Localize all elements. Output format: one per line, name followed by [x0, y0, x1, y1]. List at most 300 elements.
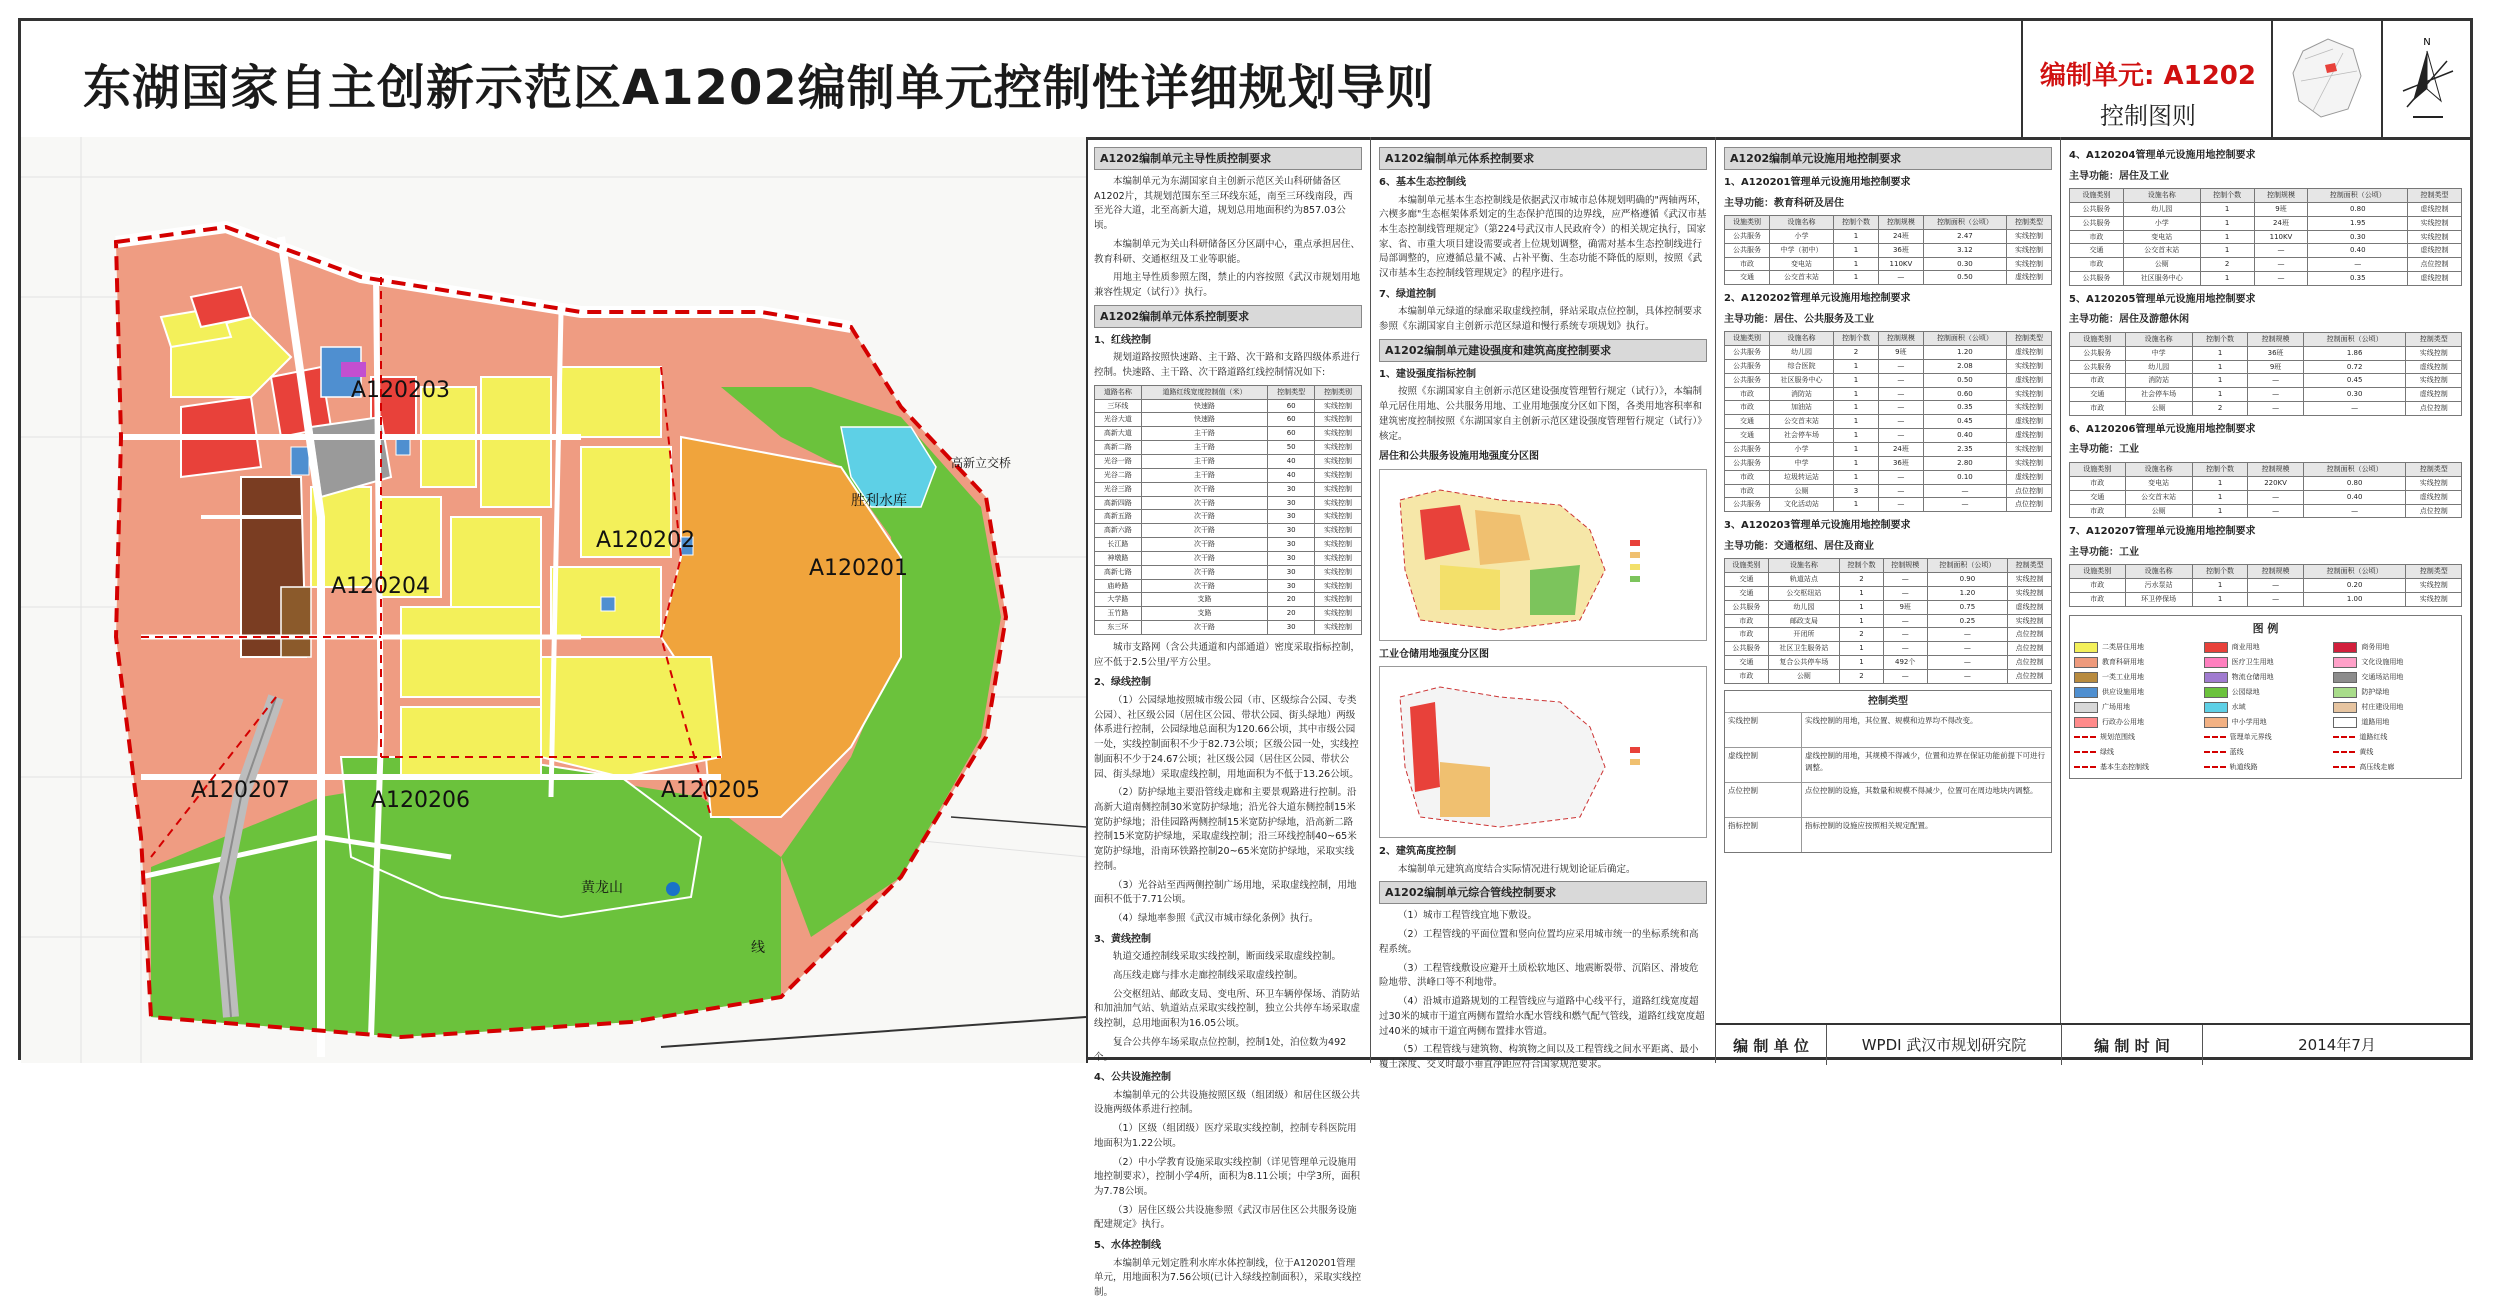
table-row [1095, 579, 1362, 593]
table-row [1095, 510, 1362, 524]
table-cell: 1 [1833, 373, 1878, 387]
legend-swatch [2204, 642, 2228, 653]
legend-item [2204, 672, 2328, 683]
table-cell: 公共服务 [2070, 216, 2124, 230]
table-cell: 公共服务 [2070, 272, 2124, 286]
table-row [1095, 496, 1362, 510]
facility-table-a120206 [2069, 462, 2462, 518]
legend-label: 管理单元界线 [2229, 732, 2272, 741]
table-cell: 1 [2192, 504, 2248, 518]
table-cell: 1 [2192, 579, 2248, 593]
table-cell: — [2248, 579, 2304, 593]
legend-label: 医疗卫生用地 [2231, 658, 2274, 666]
legend-line-swatch [2074, 766, 2096, 768]
org-label: 编 制 单 位 [1733, 1036, 1809, 1055]
table-cell: 实线控制 [2008, 586, 2052, 600]
table-row [2070, 346, 2462, 360]
legend-line-swatch [2204, 751, 2226, 753]
table-cell: 交通 [2070, 388, 2126, 402]
table-header: 控制个数 [1833, 216, 1878, 230]
table-cell: 虚线控制 [2008, 600, 2052, 614]
paragraph: 本编制单元基本生态控制线是依据武汉市城市总体规划明确的"两轴两环，六楔多廊"生态框架体系划定的生态保护范围的边界线，应严格遵循《武汉市基本生态控制线管理规定》（第224号武汉市人民政府令）的相关规定执行，国家家、省、市重大项目建设需要或者上位规划调整，确需对基本生态控制线进行局部调整的，应遵循总量不减、占补平衡、生态功能不降低的原则，按照《武汉市基本生态控制线管理规定》的程序进行。 [1379, 194, 1707, 280]
table-header: 道路红线宽度控制值（米） [1141, 385, 1267, 399]
table-cell: 3 [1833, 484, 1878, 498]
table-row [1095, 538, 1362, 552]
table-header: 设施类别 [1725, 559, 1769, 573]
table-cell: 市政 [1725, 387, 1770, 401]
table-cell: — [1927, 628, 2008, 642]
table-cell: 1 [2200, 230, 2254, 244]
table-cell: 支路 [1141, 593, 1267, 607]
legend-label: 供应设施用地 [2102, 688, 2144, 696]
legend-item [2333, 672, 2457, 683]
table-cell: 实线控制 [2007, 243, 2052, 257]
table-row [1725, 600, 2052, 614]
table-cell: 0.90 [1927, 573, 2008, 587]
table-row [1725, 243, 2052, 257]
legend-line-item [2074, 762, 2198, 773]
table-row [1725, 443, 2052, 457]
legend-item [2333, 702, 2457, 713]
table-cell: 9班 [2254, 202, 2308, 216]
table-row [1725, 628, 2052, 642]
table-cell: 24班 [2254, 216, 2308, 230]
table-cell: 1 [1840, 586, 1884, 600]
table-cell: 36班 [1878, 243, 1923, 257]
legend-line-item [2074, 732, 2198, 743]
table-cell: 2 [2200, 258, 2254, 272]
table-cell: 市政 [1725, 614, 1769, 628]
table-cell: 虚线控制 [2007, 271, 2052, 285]
table-cell: — [1927, 656, 2008, 670]
table-cell: 3.12 [1923, 243, 2006, 257]
table-header: 道路名称 [1095, 385, 1142, 399]
table-row [1725, 359, 2052, 373]
table-cell: 公共服务 [1725, 373, 1770, 387]
table-row [1725, 429, 2052, 443]
table-cell: 实线控制 [1315, 524, 1362, 538]
table-cell: 幼儿园 [2125, 360, 2192, 374]
table-cell: 交通 [1725, 271, 1770, 285]
table-cell: 社区服务中心 [1769, 373, 1833, 387]
table-cell: 点位控制 [2008, 628, 2052, 642]
table-cell: 虚线控制 [2007, 470, 2052, 484]
table-cell: 庙岭路 [1095, 579, 1142, 593]
legend-label: 文化设施用地 [2361, 658, 2404, 666]
table-cell: 变电站 [2125, 476, 2192, 490]
table-cell: 0.45 [1923, 415, 2006, 429]
paragraph: 高压线走廊与排水走廊控制线采取虚线控制。 [1113, 969, 1304, 981]
table-cell: 实线控制 [2007, 359, 2052, 373]
table-cell: 20 [1268, 607, 1315, 621]
table-header: 控制类型 [2408, 189, 2462, 203]
table-cell: 1 [2200, 272, 2254, 286]
table-cell: 高新七路 [1095, 565, 1142, 579]
facility-table-a120203 [1724, 558, 2052, 684]
table-cell: 次干路 [1141, 565, 1267, 579]
paragraph: 本编制单元为东湖国家自主创新示范区关山科研储备区A1202片，其规划范围东至三环线东延，南至三环线南段，西至光谷大道，北至高新大道，规划总用地面积约为857.03公顷。 [1094, 176, 1353, 232]
table-cell: 虚线控制 [2007, 429, 2052, 443]
table-cell: 24班 [1878, 229, 1923, 243]
table-cell: 0.40 [2308, 244, 2408, 258]
table-row [1725, 614, 2052, 628]
legend [2069, 615, 2462, 780]
table-header: 控制类型 [2007, 216, 2052, 230]
table-cell: — [1883, 628, 1927, 642]
table-row [1725, 346, 2052, 360]
table-cell: — [1923, 498, 2006, 512]
table-cell: 交通 [2070, 244, 2124, 258]
org-name: WPDI 武汉市规划研究院 [1826, 1025, 2061, 1065]
table-cell: 实线控制 [1315, 551, 1362, 565]
table-cell: 2 [2192, 402, 2248, 416]
table-cell: 东三环 [1095, 621, 1142, 635]
table-cell: 幼儿园 [2123, 202, 2200, 216]
table-cell: 快速路 [1141, 399, 1267, 413]
table-cell: 公共服务 [1725, 498, 1770, 512]
table-cell: 光谷二路 [1095, 468, 1142, 482]
table-header: 控制规模 [2248, 565, 2304, 579]
table-cell: 公交首末站 [1769, 415, 1833, 429]
table-cell: 0.35 [1923, 401, 2006, 415]
legend-label: 道路红线 [2359, 732, 2388, 741]
subheading: 1、A120201管理单元设施用地控制要求 [1724, 177, 1911, 189]
table-cell: 公共服务 [1725, 443, 1770, 457]
subheading: 7、A120207管理单元设施用地控制要求 [2069, 526, 2256, 538]
table-cell: 小学 [1769, 443, 1833, 457]
legend-swatch [2074, 642, 2098, 653]
table-cell: 实线控制 [1315, 441, 1362, 455]
table-row [2070, 402, 2462, 416]
table-row [2070, 360, 2462, 374]
table-cell: 36班 [1878, 456, 1923, 470]
paragraph: 本编制单元为关山科研储备区分区副中心，重点承担居住、教育科研、交通枢纽及工业等职能。 [1094, 238, 1361, 265]
table-row [1725, 470, 2052, 484]
legend-swatch [2204, 717, 2228, 728]
table-cell: 加油站 [1769, 401, 1833, 415]
table-row [2070, 202, 2462, 216]
legend-item [2204, 687, 2328, 698]
table-cell: 50 [1268, 441, 1315, 455]
table-cell: — [2303, 402, 2406, 416]
table-cell: — [2254, 258, 2308, 272]
table-cell: 2.08 [1923, 359, 2006, 373]
legend-line-item [2074, 747, 2198, 758]
table-cell: 光谷大道 [1095, 413, 1142, 427]
table-cell: 实线控制 [1315, 413, 1362, 427]
control-type-row [1725, 782, 2051, 817]
text-column-2 [1371, 137, 1716, 1070]
table-cell: 综合医院 [1769, 359, 1833, 373]
table-cell: 1 [1833, 271, 1878, 285]
legend-swatch [2204, 702, 2228, 713]
table-cell: 小学 [1769, 229, 1833, 243]
label-a120207: A120207 [191, 778, 291, 803]
land-use-map[interactable] [21, 137, 1088, 1063]
table-cell: 0.45 [2303, 374, 2406, 388]
section-header: A1202编制单元综合管线控制要求 [1379, 881, 1707, 904]
table-header: 控制面积（公顷） [2303, 332, 2406, 346]
subheading: 2、绿线控制 [1094, 677, 1151, 689]
table-cell: 1 [1833, 470, 1878, 484]
table-cell: 1 [2192, 490, 2248, 504]
label-mountain: 黄龙山 [581, 880, 623, 896]
table-header: 控制面积（公顷） [2303, 462, 2406, 476]
table-cell: 主干路 [1141, 455, 1267, 469]
label-a120206: A120206 [371, 788, 471, 813]
table-cell: 公共服务 [1725, 600, 1769, 614]
table-header: 设施类别 [2070, 462, 2126, 476]
table-cell: 市政 [2070, 402, 2126, 416]
subheading: 3、黄线控制 [1094, 933, 1151, 945]
subheading: 4、公共设施控制 [1094, 1072, 1171, 1084]
legend-label: 物流仓储用地 [2231, 673, 2274, 681]
legend-item [2204, 702, 2328, 713]
legend-label: 规划范围线 [2100, 732, 2135, 741]
legend-label: 一类工业用地 [2102, 673, 2144, 681]
legend-item [2074, 717, 2198, 728]
table-cell: 1 [2192, 476, 2248, 490]
legend-line-swatch [2204, 736, 2226, 738]
table-cell: 1 [1833, 443, 1878, 457]
legend-line-item [2204, 747, 2328, 758]
table-cell: 1 [1833, 415, 1878, 429]
table-cell: 公交首末站 [2123, 244, 2200, 258]
table-cell: — [2303, 504, 2406, 518]
section-header: A1202编制单元主导性质控制要求 [1094, 147, 1362, 170]
paragraph: 复合公共停车场采取点位控制，控制1处，泊位数为492个。 [1094, 1036, 1347, 1063]
table-cell: 虚线控制 [2007, 415, 2052, 429]
legend-swatch [2204, 657, 2228, 668]
paragraph: （1）区级（组团级）医疗采取实线控制，控制专科医院用地面积为1.22公顷。 [1094, 1123, 1357, 1149]
location-map-icon [2271, 21, 2383, 137]
table-cell: 垃圾转运站 [1769, 470, 1833, 484]
legend-label: 防护绿地 [2361, 688, 2390, 696]
table-header: 控制类型 [2406, 565, 2462, 579]
table-cell: 0.40 [2303, 490, 2406, 504]
table-cell: 社区服务中心 [2123, 272, 2200, 286]
table-cell: 市政 [2070, 579, 2126, 593]
table-cell: 实线控制 [1315, 510, 1362, 524]
table-cell: 40 [1268, 468, 1315, 482]
table-cell: 30 [1268, 524, 1315, 538]
table-cell: 虚线控制 [2408, 202, 2462, 216]
table-cell: 次干路 [1141, 496, 1267, 510]
legend-line-swatch [2333, 736, 2355, 738]
label-interchange: 高新立交桥 [951, 456, 1012, 470]
table-cell: 0.10 [1923, 470, 2006, 484]
control-type-title: 控制类型 [1868, 695, 1908, 707]
legend-label: 村庄建设用地 [2361, 703, 2404, 711]
control-type-desc: 指标控制的设施应按照相关规定配置。 [1805, 821, 1933, 831]
table-cell: 0.72 [2303, 360, 2406, 374]
table-cell: 0.60 [1923, 387, 2006, 401]
legend-label: 基本生态控制线 [2100, 762, 2149, 771]
paragraph: 本编制单元绿道的绿廊采取虚线控制，驿站采取点位控制，具体控制要求参照《东湖国家自主创新示范区绿道和慢行系统专项规划》执行。 [1379, 306, 1703, 333]
section-header: A1202编制单元设施用地控制要求 [1724, 147, 2052, 170]
table-header: 控制类型 [2406, 332, 2462, 346]
table-cell: 实线控制 [1315, 593, 1362, 607]
table-cell: 市政 [2070, 374, 2126, 388]
table-cell: 1 [1833, 229, 1878, 243]
table-cell: 社区卫生服务站 [1768, 642, 1839, 656]
legend-swatch [2074, 717, 2098, 728]
table-cell: 公共服务 [1725, 346, 1770, 360]
table-cell: 1 [2200, 244, 2254, 258]
subheading: 5、A120205管理单元设施用地控制要求 [2069, 293, 2256, 305]
table-header: 设施类别 [1725, 216, 1770, 230]
table-cell: 公厕 [1769, 484, 1833, 498]
table-cell: 幼儿园 [1768, 600, 1839, 614]
table-cell: 30 [1268, 579, 1315, 593]
legend-swatch [2333, 657, 2357, 668]
control-type-box [1724, 690, 2052, 854]
table-header: 控制面积（公顷） [1923, 332, 2006, 346]
table-cell: 实线控制 [2007, 257, 2052, 271]
label-line: 线 [751, 940, 765, 956]
table-cell: — [1878, 415, 1923, 429]
table-cell: 30 [1268, 538, 1315, 552]
legend-label: 轨道线路 [2229, 762, 2258, 771]
table-cell: 次干路 [1141, 621, 1267, 635]
table-cell: 30 [1268, 496, 1315, 510]
table-row [1095, 455, 1362, 469]
table-row [1095, 593, 1362, 607]
legend-swatch [2074, 672, 2098, 683]
control-type-desc: 虚线控制的用地，其规模不得减少，位置和边界在保证功能前提下可进行调整。 [1805, 751, 2045, 772]
paragraph: 规划道路按照快速路、主干路、次干路和支路四级体系进行控制。快速路、主干路、次干路道路红线控制情况如下: [1094, 352, 1361, 379]
table-cell: 0.80 [2308, 202, 2408, 216]
table-cell: 虚线控制 [2406, 388, 2462, 402]
table-header: 控制个数 [2192, 332, 2248, 346]
table-cell: 0.30 [2308, 230, 2408, 244]
legend-swatch [2204, 687, 2228, 698]
function-label: 主导功能：交通枢纽、居住及商业 [1724, 540, 1874, 552]
table-cell: 长江路 [1095, 538, 1142, 552]
table-header: 控制规模 [2254, 189, 2308, 203]
table-cell: 1.00 [2303, 593, 2406, 607]
paragraph: 轨道交通控制线采取实线控制，断面线采取虚线控制。 [1113, 951, 1342, 963]
paragraph: 用地主导性质参照左图，禁止的内容按照《武汉市规划用地兼容性规定（试行）》执行。 [1094, 272, 1361, 299]
table-cell: 1 [1840, 614, 1884, 628]
text-column-3 [1716, 137, 2061, 1023]
table-cell: 次干路 [1141, 579, 1267, 593]
paragraph: （3）光谷站至西两侧控制广场用地，采取虚线控制，用地面积不低于7.71公顷。 [1094, 879, 1357, 906]
subheading: 2、建筑高度控制 [1379, 846, 1456, 858]
table-cell: 高新大道 [1095, 427, 1142, 441]
table-cell: 1 [1833, 429, 1878, 443]
legend-swatch [2333, 642, 2357, 653]
table-cell: 点位控制 [2008, 642, 2052, 656]
drawing-frame [18, 18, 2473, 1299]
legend-label: 道路用地 [2361, 718, 2390, 726]
function-label: 主导功能：居住及游憩休闲 [2069, 314, 2189, 326]
table-row [1725, 257, 2052, 271]
paragraph: （1）公园绿地按照城市级公园（市、区级综合公园、专类公园）、社区级公园（居住区公园、带状公园、街头绿地）两级体系进行控制，公园绿地总面积为120.66公顷，其中市级公园一处，实线控制面积不少于82.73公顷；区级公园一处，实线控制面积不少于24.67公顷；社区级公园（居住区公园、带状公园、街头绿地）采取虚线控制，用地面积为不低于13.26公顷。 [1094, 694, 1359, 780]
footer-org [1716, 1023, 2061, 1065]
legend-label: 商业用地 [2231, 643, 2260, 651]
table-cell: — [1883, 669, 1927, 683]
legend-label: 商务用地 [2361, 643, 2390, 651]
legend-label: 行政办公用地 [2102, 718, 2144, 726]
legend-item [2333, 717, 2457, 728]
table-cell: 1 [2192, 374, 2248, 388]
table-cell: — [2248, 388, 2304, 402]
table-row [1725, 656, 2052, 670]
table-cell: 大学路 [1095, 593, 1142, 607]
table-row [1725, 586, 2052, 600]
table-row [2070, 230, 2462, 244]
table-row [1725, 373, 2052, 387]
legend-line-item [2204, 762, 2328, 773]
table-header: 设施名称 [1768, 559, 1839, 573]
table-cell: 社会停车场 [2125, 388, 2192, 402]
table-cell: — [1878, 373, 1923, 387]
table-cell: — [2248, 504, 2304, 518]
table-cell: 实线控制 [2406, 593, 2462, 607]
table-cell: 点位控制 [2008, 669, 2052, 683]
table-header: 控制面积（公顷） [1927, 559, 2008, 573]
table-cell: 市政 [1725, 669, 1769, 683]
table-cell: 60 [1268, 413, 1315, 427]
paragraph: 城市支路网（含公共通道和内部通道）密度采取指标控制，应不低于2.5公里/平方公里。 [1094, 641, 1361, 668]
table-cell: 实线控制 [2007, 401, 2052, 415]
table-cell: 虚线控制 [2007, 346, 2052, 360]
legend-title: 图 例 [2252, 621, 2279, 635]
legend-line-item [2204, 732, 2328, 743]
legend-label: 交通场站用地 [2361, 673, 2404, 681]
table-cell: 中学 [2125, 346, 2192, 360]
table-cell: 实线控制 [2406, 579, 2462, 593]
table-row [1725, 669, 2052, 683]
table-cell: 消防站 [1769, 387, 1833, 401]
table-cell: 高新二路 [1095, 441, 1142, 455]
table-cell: 1 [2200, 202, 2254, 216]
intensity-map-industry [1379, 666, 1707, 838]
legend-swatch [2204, 672, 2228, 683]
table-cell: 轨道站点 [1768, 573, 1839, 587]
table-cell: 交通 [1725, 415, 1770, 429]
table-cell: 9班 [1883, 600, 1927, 614]
map-svg [21, 137, 1086, 1063]
table-cell: 1.20 [1923, 346, 2006, 360]
table-cell: — [1878, 401, 1923, 415]
table-cell: 30 [1268, 482, 1315, 496]
table-cell: 高新四路 [1095, 496, 1142, 510]
table-cell: 光谷三路 [1095, 482, 1142, 496]
legend-item [2074, 642, 2198, 653]
table-cell: 邮政支局 [1768, 614, 1839, 628]
table-header: 控制规模 [2248, 462, 2304, 476]
table-cell: 1 [1833, 401, 1878, 415]
table-cell: 实线控制 [1315, 621, 1362, 635]
table-header: 控制规模 [1878, 332, 1923, 346]
legend-swatch [2333, 687, 2357, 698]
table-cell: 实线控制 [1315, 482, 1362, 496]
table-cell: 1 [1833, 257, 1878, 271]
table-row [1095, 482, 1362, 496]
control-type-name: 实线控制 [1725, 713, 1802, 747]
subheading: 1、红线控制 [1094, 334, 1151, 346]
time-value: 2014年7月 [2202, 1025, 2471, 1065]
table-row [1095, 607, 1362, 621]
table-cell: 中学（初中） [1769, 243, 1833, 257]
table-cell: 主干路 [1141, 468, 1267, 482]
table-cell: 30 [1268, 510, 1315, 524]
table-cell: — [1883, 573, 1927, 587]
table-cell: 次干路 [1141, 524, 1267, 538]
table-cell: 1 [1840, 600, 1884, 614]
